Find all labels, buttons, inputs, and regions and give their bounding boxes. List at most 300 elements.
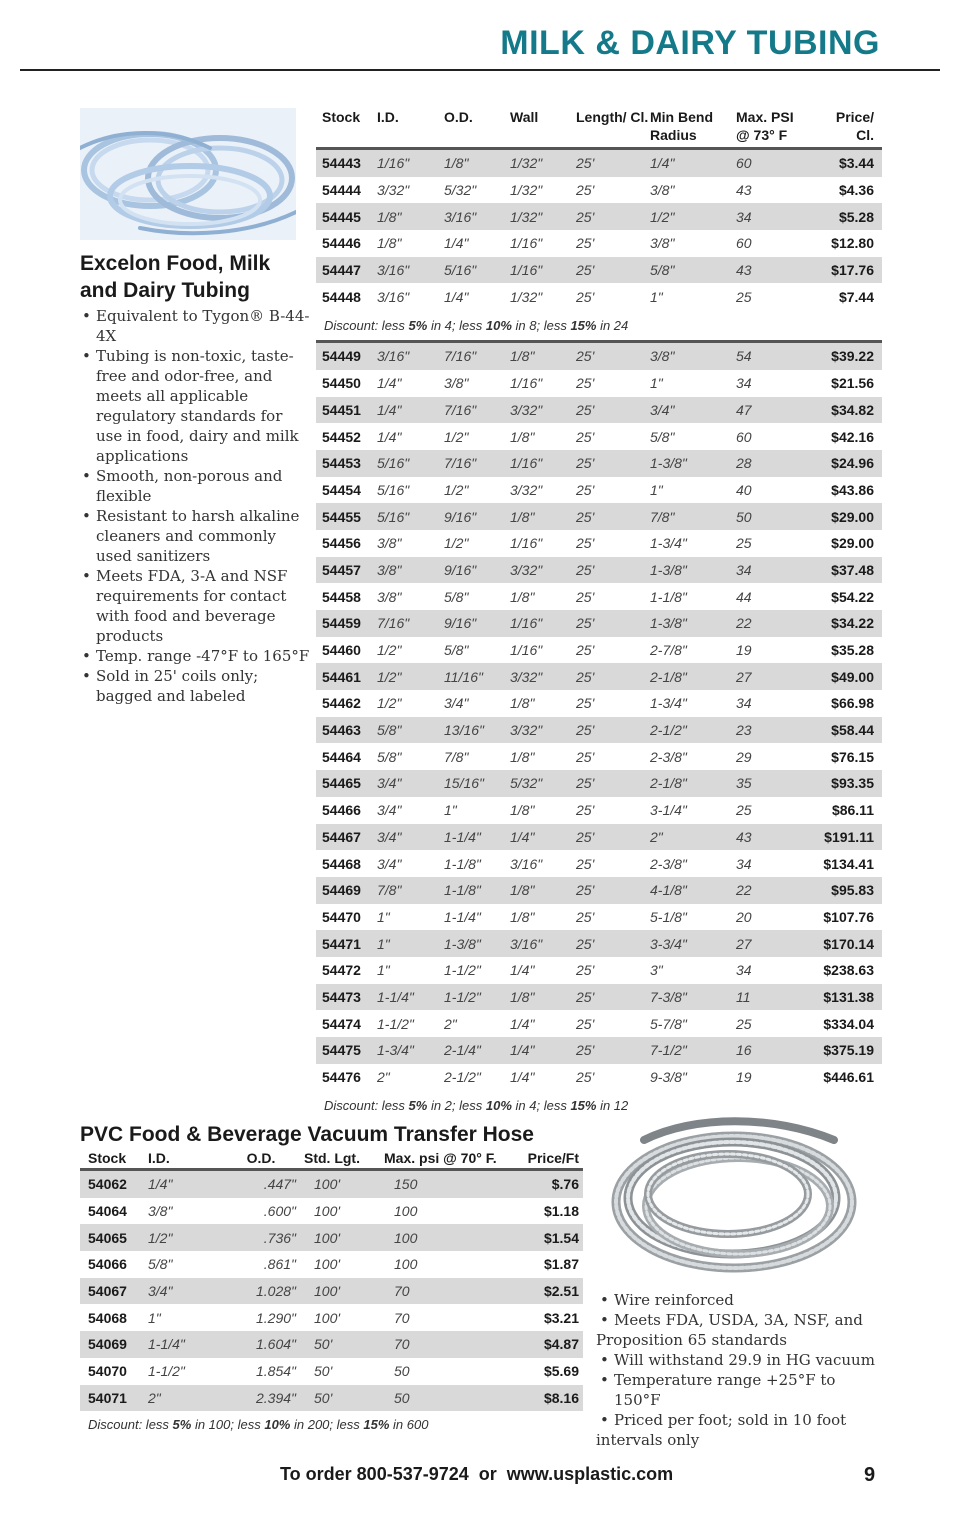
cell-price: $334.04	[823, 1015, 874, 1032]
cell-stock: 54469	[322, 882, 361, 899]
col-wall: Wall	[510, 109, 539, 125]
cell-od: 1/2"	[444, 535, 469, 552]
cell-bend: 3/8"	[650, 348, 675, 365]
discount-text: 15%	[570, 1098, 597, 1114]
feature-item: • Meets FDA, 3-A and NSF requirements for contact with food and beverage products	[80, 566, 310, 646]
cell-stock: 54450	[322, 375, 361, 392]
cell-len: 25'	[576, 508, 595, 525]
cell-len: 25'	[576, 455, 595, 472]
cell-od: 1.854"	[255, 1363, 296, 1380]
cell-price: $5.28	[838, 208, 874, 225]
cell-price: $191.11	[824, 828, 874, 845]
cell-stock: 54460	[322, 642, 361, 659]
cell-wall: 1/16"	[510, 615, 543, 632]
cell-stock: 54456	[322, 535, 361, 552]
table-row	[316, 1064, 882, 1091]
cell-stock: 54458	[322, 588, 361, 605]
cell-len: 25'	[576, 288, 595, 305]
table-row	[316, 877, 882, 904]
cell-psi: 70	[394, 1283, 410, 1300]
cell-len: 25'	[576, 155, 595, 172]
cell-psi: 20	[736, 908, 752, 925]
cell-stock: 54445	[322, 208, 361, 225]
cell-psi: 34	[736, 855, 752, 872]
cell-od: 3/8"	[444, 375, 469, 392]
feature-item: Proposition 65 standards	[596, 1331, 787, 1349]
cell-len: 25'	[576, 588, 595, 605]
cell-price: $17.76	[831, 262, 874, 279]
cell-id: 3/8"	[377, 588, 402, 605]
col-price: Price/Ft	[527, 1150, 579, 1166]
cell-bend: 1-3/8"	[650, 455, 687, 472]
cell-id: 1/4"	[148, 1176, 173, 1193]
cell-bend: 3/4"	[650, 401, 675, 418]
cell-psi: 150	[394, 1176, 418, 1193]
cell-bend: 2"	[650, 828, 663, 845]
cell-price: $7.44	[838, 288, 874, 305]
cell-lgt: 100'	[314, 1176, 341, 1193]
cell-stock: 54452	[322, 428, 361, 445]
col-od: O.D.	[444, 109, 473, 125]
cell-psi: 34	[736, 561, 752, 578]
cell-price: $37.48	[831, 561, 874, 578]
table-row	[316, 717, 882, 744]
cell-len: 25'	[576, 802, 595, 819]
table-row	[316, 984, 882, 1011]
cell-bend: 2-1/8"	[650, 668, 687, 685]
cell-id: 3/8"	[148, 1203, 173, 1220]
cell-od: 2-1/2"	[444, 1069, 481, 1086]
cell-price: $54.22	[831, 588, 874, 605]
discount-text: in 600	[389, 1417, 429, 1432]
cell-psi: 23	[736, 722, 752, 739]
cell-id: 3/4"	[148, 1283, 173, 1300]
cell-wall: 1/16"	[510, 455, 543, 472]
cell-price: $5.69	[543, 1363, 579, 1380]
cell-stock: 54472	[322, 962, 361, 979]
cell-stock: 54473	[322, 988, 361, 1005]
cell-wall: 1/16"	[510, 535, 543, 552]
cell-price: $1.54	[543, 1229, 579, 1246]
cell-od: 1/2"	[444, 428, 469, 445]
table-row	[80, 1358, 583, 1385]
cell-price: $8.16	[543, 1389, 579, 1406]
col-stock: Stock	[322, 109, 361, 125]
cell-bend: 1-1/8"	[650, 588, 687, 605]
pvc-hose-photo	[604, 1110, 866, 1290]
cell-psi: 60	[736, 235, 752, 252]
table-row	[316, 610, 882, 637]
cell-price: $49.00	[831, 668, 874, 685]
discount-text: 5%	[408, 318, 428, 334]
cell-bend: 7-3/8"	[650, 988, 687, 1005]
excelon-price-table	[316, 106, 882, 1120]
cell-stock: 54068	[88, 1309, 127, 1326]
excelon-feature-list	[80, 306, 310, 706]
cell-bend: 2-1/2"	[650, 722, 687, 739]
table-row	[316, 397, 882, 424]
cell-bend: 1/4"	[650, 155, 675, 172]
cell-price: $107.76	[823, 908, 874, 925]
table-row	[316, 370, 882, 397]
discount-text: in 4; less	[427, 318, 486, 334]
cell-lgt: 100'	[314, 1283, 341, 1300]
cell-stock: 54451	[322, 401, 361, 418]
cell-id: 1-1/2"	[148, 1363, 185, 1380]
table-row	[316, 1010, 882, 1037]
cell-id: 5/8"	[377, 722, 402, 739]
cell-bend: 1-3/4"	[650, 535, 687, 552]
table-row	[316, 663, 882, 690]
cell-price: $4.36	[838, 182, 874, 199]
cell-id: 1"	[377, 935, 390, 952]
cell-wall: 1/8"	[510, 802, 535, 819]
cell-wall: 1/32"	[510, 288, 543, 305]
cell-len: 25'	[576, 855, 595, 872]
cell-len: 25'	[576, 748, 595, 765]
cell-od: 1"	[444, 802, 457, 819]
cell-stock: 54463	[322, 722, 361, 739]
cell-id: 1/8"	[377, 208, 402, 225]
cell-id: 3/16"	[377, 262, 410, 279]
cell-psi: 25	[736, 1015, 752, 1032]
cell-wall: 1/8"	[510, 695, 535, 712]
cell-len: 25'	[576, 182, 595, 199]
table-row	[80, 1171, 583, 1198]
cell-od: 2-1/4"	[444, 1042, 481, 1059]
table-row	[316, 230, 882, 257]
cell-stock: 54475	[322, 1042, 361, 1059]
cell-bend: 3/8"	[650, 182, 675, 199]
cell-bend: 3-1/4"	[650, 802, 687, 819]
cell-bend: 1"	[650, 288, 663, 305]
cell-psi: 27	[736, 935, 752, 952]
cell-psi: 28	[736, 455, 752, 472]
cell-od: .600"	[263, 1203, 296, 1220]
discount-text: 10%	[485, 1098, 512, 1114]
cell-price: $43.86	[831, 481, 874, 498]
cell-wall: 1/4"	[510, 1015, 535, 1032]
cell-wall: 1/8"	[510, 348, 535, 365]
table-row	[80, 1278, 583, 1305]
cell-psi: 100	[394, 1256, 418, 1273]
cell-stock: 54065	[88, 1229, 127, 1246]
col-id: I.D.	[148, 1150, 170, 1166]
cell-od: 2"	[444, 1015, 457, 1032]
cell-stock: 54465	[322, 775, 361, 792]
table-row	[316, 423, 882, 450]
cell-wall: 1/32"	[510, 155, 543, 172]
feature-item: intervals only	[596, 1431, 700, 1449]
cell-price: $375.19	[823, 1042, 874, 1059]
cell-stock: 54471	[322, 935, 361, 952]
table-row	[316, 343, 882, 370]
cell-psi: 27	[736, 668, 752, 685]
cell-len: 25'	[576, 561, 595, 578]
col-length: Length/ Cl.	[576, 109, 649, 125]
table-row	[316, 450, 882, 477]
cell-psi: 50	[394, 1363, 410, 1380]
cell-price: $1.87	[543, 1256, 579, 1273]
col-min-bend-radius: Min Bend Radius	[650, 109, 713, 143]
cell-price: $134.41	[823, 855, 874, 872]
feature-item: • Meets FDA, USDA, 3A, NSF, and	[596, 1310, 886, 1330]
cell-len: 25'	[576, 642, 595, 659]
cell-psi: 43	[736, 182, 752, 199]
cell-stock: 54462	[322, 695, 361, 712]
cell-wall: 1/16"	[510, 235, 543, 252]
cell-stock: 54459	[322, 615, 361, 632]
table-row	[316, 583, 882, 610]
cell-id: 5/16"	[377, 508, 410, 525]
table-row	[316, 904, 882, 931]
cell-psi: 50	[736, 508, 752, 525]
table-row	[316, 957, 882, 984]
cell-psi: 60	[736, 155, 752, 172]
cell-od: 1.028"	[255, 1283, 296, 1300]
feature-item: • Smooth, non-porous and flexible	[80, 466, 310, 506]
cell-wall: 3/16"	[510, 855, 543, 872]
cell-psi: 34	[736, 695, 752, 712]
table-row	[316, 797, 882, 824]
cell-stock: 54454	[322, 481, 361, 498]
page-title: MILK & DAIRY TUBING	[500, 24, 880, 62]
table-header	[80, 1147, 583, 1171]
cell-stock: 54446	[322, 235, 361, 252]
table-row	[316, 770, 882, 797]
discount-text: Discount: less	[324, 1098, 409, 1114]
cell-od: 1-1/4"	[444, 828, 481, 845]
cell-id: 7/8"	[377, 882, 402, 899]
cell-stock: 54464	[322, 748, 361, 765]
cell-bend: 5-7/8"	[650, 1015, 687, 1032]
cell-lgt: 50'	[314, 1336, 333, 1353]
cell-id: 1/16"	[377, 155, 410, 172]
cell-wall: 1/16"	[510, 262, 543, 279]
cell-len: 25'	[576, 962, 595, 979]
cell-stock: 54066	[88, 1256, 127, 1273]
table-header	[316, 106, 882, 150]
cell-psi: 29	[736, 748, 752, 765]
cell-stock: 54468	[322, 855, 361, 872]
cell-psi: 22	[736, 882, 752, 899]
cell-price: $58.44	[831, 722, 874, 739]
cell-price: $1.18	[543, 1203, 579, 1220]
cell-od: 5/8"	[444, 588, 469, 605]
cell-lgt: 100'	[314, 1256, 341, 1273]
table-row	[316, 637, 882, 664]
cell-od: 13/16"	[444, 722, 485, 739]
cell-psi: 40	[736, 481, 752, 498]
table-row	[316, 557, 882, 584]
cell-len: 25'	[576, 1069, 595, 1086]
cell-stock: 54457	[322, 561, 361, 578]
pvc-rows	[80, 1171, 583, 1411]
cell-od: 1-3/8"	[444, 935, 481, 952]
cell-wall: 1/16"	[510, 642, 543, 659]
cell-od: 7/8"	[444, 748, 469, 765]
cell-od: 9/16"	[444, 561, 477, 578]
cell-psi: 25	[736, 535, 752, 552]
discount-note	[88, 1417, 428, 1432]
cell-bend: 2-1/8"	[650, 775, 687, 792]
cell-psi: 16	[736, 1042, 752, 1059]
cell-price: $21.56	[831, 375, 874, 392]
cell-price: $34.82	[831, 401, 874, 418]
cell-price: $4.87	[543, 1336, 579, 1353]
cell-id: 1/2"	[377, 642, 402, 659]
cell-len: 25'	[576, 775, 595, 792]
cell-od: 5/16"	[444, 262, 477, 279]
cell-id: 5/16"	[377, 455, 410, 472]
cell-id: 2"	[148, 1389, 161, 1406]
cell-od: 1-1/8"	[444, 855, 481, 872]
cell-id: 1"	[377, 908, 390, 925]
cell-bend: 7/8"	[650, 508, 675, 525]
cell-bend: 5-1/8"	[650, 908, 687, 925]
feature-item: • Will withstand 29.9 in HG vacuum	[596, 1350, 886, 1370]
cell-price: $131.38	[823, 988, 874, 1005]
cell-stock: 54067	[88, 1283, 127, 1300]
cell-price: $86.11	[831, 802, 874, 819]
cell-len: 25'	[576, 882, 595, 899]
cell-bend: 1-3/8"	[650, 615, 687, 632]
cell-len: 25'	[576, 615, 595, 632]
cell-price: $35.28	[831, 642, 874, 659]
cell-od: 7/16"	[444, 401, 477, 418]
cell-psi: 44	[736, 588, 752, 605]
table-row	[80, 1224, 583, 1251]
table-row	[316, 177, 882, 204]
cell-price: $76.15	[831, 748, 874, 765]
cell-id: 7/16"	[377, 615, 410, 632]
table-group-1	[316, 150, 882, 310]
cell-lgt: 100'	[314, 1229, 341, 1246]
col-stock: Stock	[88, 1150, 127, 1166]
cell-bend: 1-3/8"	[650, 561, 687, 578]
cell-price: $2.51	[543, 1283, 579, 1300]
cell-id: 3/16"	[377, 288, 410, 305]
cell-id: 1/4"	[377, 401, 402, 418]
col-max-psi: Max. psi @ 70° F.	[384, 1150, 497, 1166]
cell-price: $.76	[551, 1176, 579, 1193]
table-row	[316, 477, 882, 504]
cell-wall: 5/32"	[510, 775, 543, 792]
cell-wall: 1/4"	[510, 828, 535, 845]
cell-id: 3/4"	[377, 775, 402, 792]
cell-wall: 1/32"	[510, 182, 543, 199]
cell-bend: 5/8"	[650, 428, 675, 445]
cell-psi: 47	[736, 401, 752, 418]
col-od: O.D.	[246, 1150, 276, 1166]
feature-item: • Temp. range -47°F to 165°F	[80, 646, 310, 666]
cell-psi: 60	[736, 428, 752, 445]
excelon-tubing-photo	[80, 108, 296, 240]
table-row	[80, 1304, 583, 1331]
cell-psi: 19	[736, 1069, 752, 1086]
cell-len: 25'	[576, 722, 595, 739]
cell-wall: 3/16"	[510, 935, 543, 952]
cell-id: 1-1/4"	[377, 988, 414, 1005]
cell-od: 7/16"	[444, 455, 477, 472]
cell-len: 25'	[576, 935, 595, 952]
cell-stock: 54069	[88, 1336, 127, 1353]
cell-stock: 54071	[88, 1389, 127, 1406]
page-number: 9	[864, 1464, 876, 1486]
cell-price: $93.35	[831, 775, 874, 792]
col-price: Price/ Cl.	[835, 109, 874, 143]
cell-bend: 3"	[650, 962, 663, 979]
cell-len: 25'	[576, 348, 595, 365]
cell-od: 3/16"	[444, 208, 477, 225]
discount-text: 5%	[408, 1098, 428, 1114]
cell-stock: 54449	[322, 348, 361, 365]
cell-len: 25'	[576, 908, 595, 925]
cell-len: 25'	[576, 235, 595, 252]
table-row	[316, 257, 882, 284]
cell-price: $95.83	[831, 882, 874, 899]
cell-lgt: 50'	[314, 1389, 333, 1406]
cell-id: 3/4"	[377, 855, 402, 872]
cell-od: 11/16"	[444, 668, 483, 685]
cell-od: 5/8"	[444, 642, 469, 659]
pvc-feature-list	[596, 1290, 886, 1450]
cell-price: $29.00	[831, 508, 874, 525]
pvc-product-title: PVC Food & Beverage Vacuum Transfer Hose	[80, 1123, 534, 1146]
cell-len: 25'	[576, 535, 595, 552]
cell-stock: 54461	[322, 668, 361, 685]
cell-psi: 34	[736, 375, 752, 392]
cell-psi: 11	[736, 988, 751, 1005]
discount-text: 15%	[363, 1417, 390, 1432]
cell-od: 3/4"	[444, 695, 469, 712]
cell-stock: 54448	[322, 288, 361, 305]
cell-psi: 25	[736, 802, 752, 819]
cell-bend: 7-1/2"	[650, 1042, 687, 1059]
cell-id: 1/2"	[377, 668, 402, 685]
cell-price: $42.16	[831, 428, 874, 445]
cell-wall: 1/8"	[510, 988, 535, 1005]
discount-text: 10%	[485, 318, 512, 334]
cell-bend: 2-3/8"	[650, 855, 687, 872]
cell-bend: 4-1/8"	[650, 882, 687, 899]
table-row	[80, 1385, 583, 1412]
cell-psi: 100	[394, 1229, 418, 1246]
cell-price: $170.14	[823, 935, 874, 952]
cell-id: 1-1/4"	[148, 1336, 185, 1353]
cell-id: 1/2"	[148, 1229, 173, 1246]
table-row	[316, 824, 882, 851]
cell-bend: 1/2"	[650, 208, 675, 225]
cell-wall: 1/8"	[510, 882, 535, 899]
cell-wall: 1/8"	[510, 908, 535, 925]
cell-stock: 54070	[88, 1363, 127, 1380]
cell-od: 1/4"	[444, 235, 469, 252]
table-row	[316, 690, 882, 717]
cell-od: 9/16"	[444, 508, 477, 525]
discount-text: 5%	[172, 1417, 192, 1432]
cell-id: 3/4"	[377, 802, 402, 819]
cell-id: 3/32"	[377, 182, 410, 199]
cell-psi: 43	[736, 828, 752, 845]
cell-od: 1-1/4"	[444, 908, 481, 925]
cell-id: 5/8"	[148, 1256, 173, 1273]
cell-psi: 25	[736, 288, 752, 305]
table-row	[80, 1198, 583, 1225]
cell-len: 25'	[576, 481, 595, 498]
cell-id: 5/16"	[377, 481, 410, 498]
cell-wall: 1/8"	[510, 508, 535, 525]
